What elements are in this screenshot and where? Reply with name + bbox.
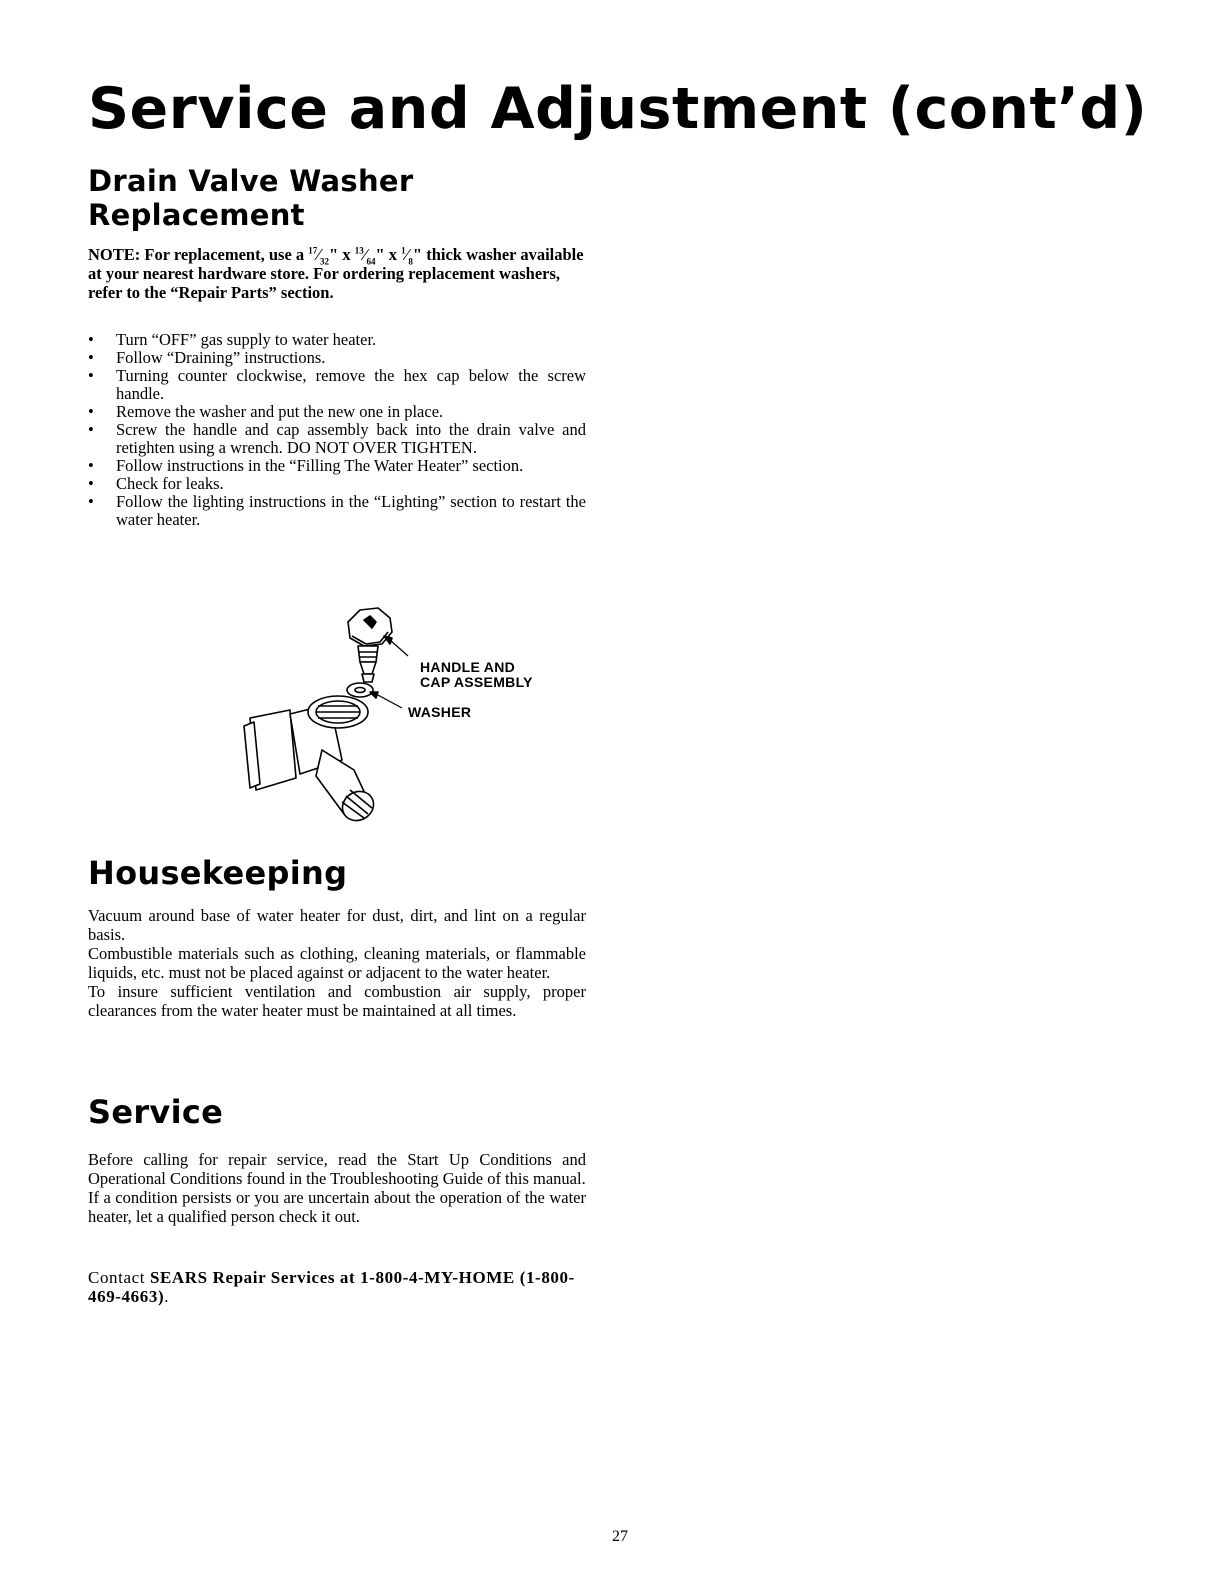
note-text-3: " x [375,245,402,264]
contact-prefix: Contact [88,1268,150,1287]
step-item: • Follow “Draining” instructions. [88,349,586,367]
contact-phone: SEARS Repair Services at 1-800-4-MY-HOME (1-800-469-4663) [88,1268,575,1306]
drain-valve-heading [88,164,413,232]
washer-label: WASHER [408,704,472,720]
housekeeping-text [88,906,586,1020]
replacement-note: NOTE: For replacement, use a $^{17}⁄_{32}$" x $^{13}⁄_{64}$" x $^1⁄_8$" thick washer available at your nearest hardware store. For ordering replacement washers, refer to the “Repair Parts” section. [88,245,584,302]
housekeeping-heading: Housekeeping [88,854,348,892]
contact-info [88,1268,586,1306]
step-item: • Check for leaks. [88,475,586,493]
replacement-steps-list [88,331,586,529]
handle-cap-label-line1: HANDLE AND [420,659,516,675]
contact-suffix: . [164,1287,170,1306]
fraction-3-numerator: 1 [401,245,406,256]
fraction-2-numerator: 13 [354,245,364,256]
fraction-1-numerator: 17 [308,245,318,256]
handle-cap-label [420,660,533,690]
housekeeping-paragraph: Vacuum around base of water heater for dust, dirt, and lint on a regular basis. [88,906,586,944]
service-paragraph: If a condition persists or you are uncertain about the operation of the water heater, let a qualified person check it out. [88,1188,586,1226]
step-item: • Follow the lighting instructions in the “Lighting” section to restart the water heater. [88,493,586,529]
page-number: 27 [612,1528,628,1545]
step-item: • Screw the handle and cap assembly back into the drain valve and retighten using a wrench. DO NOT OVER TIGHTEN. [88,421,586,457]
fraction-3-denominator: 8 [408,256,413,267]
step-item: • Remove the washer and put the new one in place. [88,403,586,421]
step-item: • Turning counter clockwise, remove the hex cap below the screw handle. [88,367,586,403]
fraction-1-denominator: 32 [320,256,330,267]
drain-valve-diagram [230,600,570,840]
drain-valve-heading-line1: Drain Valve Washer [88,164,414,198]
service-paragraph: Before calling for repair service, read the Start Up Conditions and Operational Conditions found in the Troubleshooting Guide of this manual. [88,1150,586,1188]
service-text [88,1150,586,1226]
housekeeping-paragraph: To insure sufficient ventilation and combustion air supply, proper clearances from the water heater must be maintained at all times. [88,982,586,1020]
fraction-2-denominator: 64 [366,256,376,267]
step-item: • Follow instructions in the “Filling The Water Heater” section. [88,457,586,475]
note-text-1: NOTE: For replacement, use a [88,245,309,264]
service-heading: Service [88,1093,224,1131]
note-text-2: " x [329,245,355,264]
note-text-4: " thick washer available at your nearest hardware store. For ordering replacement washers, refer to the “Repair Parts” section. [88,245,584,302]
housekeeping-paragraph: Combustible materials such as clothing, cleaning materials, or flammable liquids, etc. must not be placed against or adjacent to the water heater. [88,944,586,982]
handle-cap-label-line2: CAP ASSEMBLY [420,674,533,690]
step-item: • Turn “OFF” gas supply to water heater. [88,331,586,349]
page-title: Service and Adjustment (cont’d) [88,76,1148,142]
drain-valve-heading-line2: Replacement [88,198,305,232]
drain-valve-illustration [230,600,570,840]
